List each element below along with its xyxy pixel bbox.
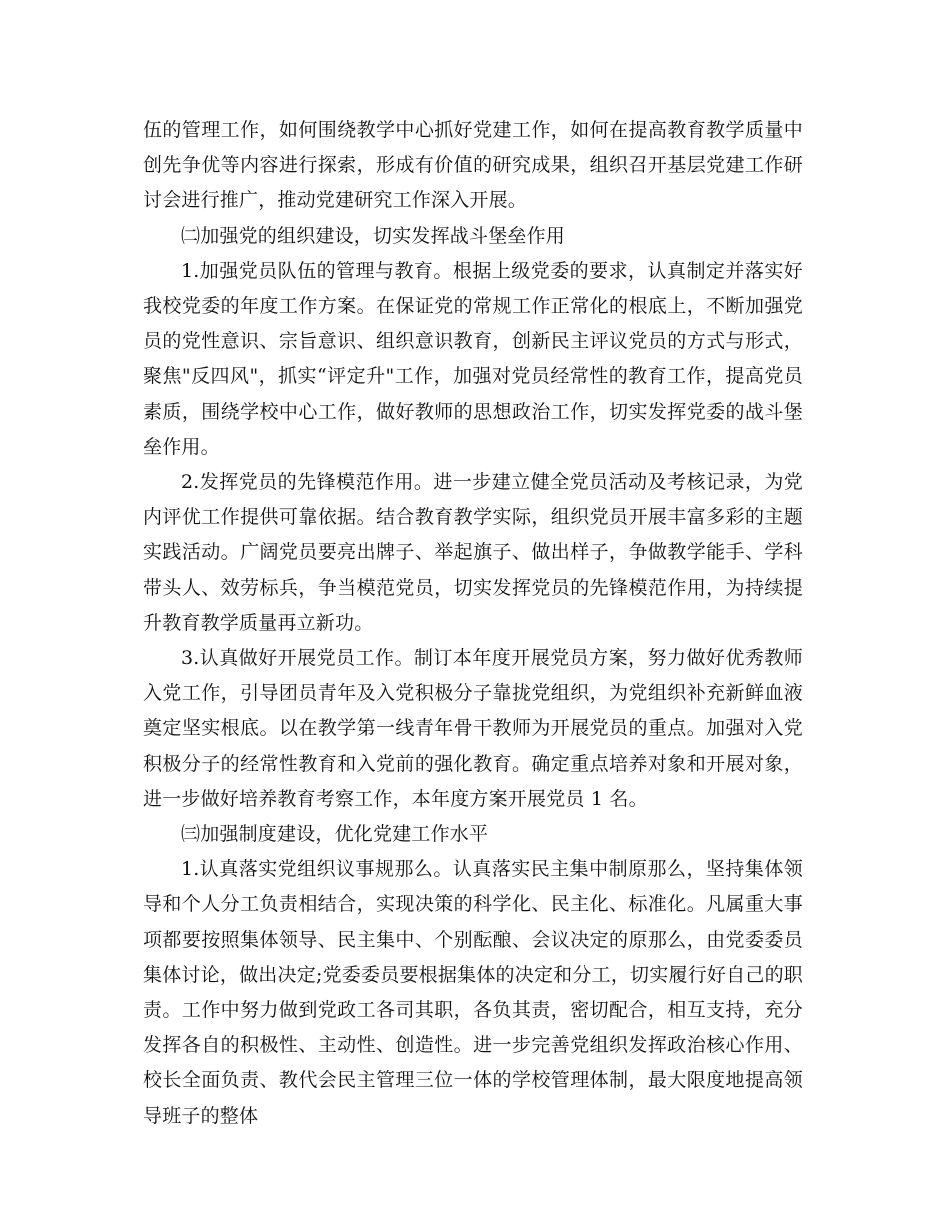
document-body: [143, 113, 803, 1134]
section-heading-organization: ㈡加强党的组织建设，切实发挥战斗堡垒作用: [181, 224, 566, 247]
section-heading-system: ㈢加强制度建设，优化党建工作水平: [181, 823, 489, 846]
paragraph-member-management: 1.加强党员队伍的管理与教育。根据上级党委的要求，认真制定并落实好我校党委的年度工作方案。在保证党的常规工作正常化的根底上，不断加强党员的党性意识、宗旨意识、组织意识教育，创新民主评议党员的方式与形式，聚焦"反四风"，抓实“评定升"工作，加强对党员经常性的教育工作，提高党员素质，围绕学校中心工作，做好教师的思想政治工作，切实发挥党委的战斗堡垒作用。: [143, 259, 803, 458]
paragraph-vanguard-role: 2.发挥党员的先锋模范作用。进一步建立健全党员活动及考核记录，为党内评优工作提供可靠依据。结合教育教学实际，组织党员开展丰富多彩的主题实践活动。广阔党员要亮出牌子、举起旗子、做出样子，争做教学能手、学科带头人、效劳标兵，争当模范党员，切实发挥党员的先锋模范作用，为持续提升教育教学质量再立新功。: [143, 471, 803, 634]
paragraph-member-recruitment: 3.认真做好开展党员工作。制订本年度开展党员方案，努力做好优秀教师入党工作，引导团员青年及入党积极分子靠拢党组织，为党组织补充新鲜血液奠定坚实根底。以在教学第一线青年骨干教师为开展党员的重点。加强对入党积极分子的经常性教育和入党前的强化教育。确定重点培养对象和开展对象，进一步做好培养教育考察工作，本年度方案开展党员 1 名。: [143, 647, 803, 810]
paragraph-rules-of-procedure: 1.认真落实党组织议事规那么。认真落实民主集中制原那么，坚持集体领导和个人分工负责相结合，实现决策的科学化、民主化、标准化。凡属重大事项都要按照集体领导、民主集中、个别酝酿、会议决定的原那么，由党委委员集体讨论，做出决定;党委委员要根据集体的决定和分工，切实履行好自己的职责。工作中努力做到党政工各司其职，各负其责，密切配合，相互支持，充分发挥各自的积极性、主动性、创造性。进一步完善党组织发挥政治核心作用、校长全面负责、教代会民主管理三位一体的学校管理体制，最大限度地提高领导班子的整体: [143, 858, 803, 1127]
paragraph-continuation: 伍的管理工作，如何围绕教学中心抓好党建工作，如何在提高教育教学质量中创先争优等内容进行探索，形成有价值的研究成果，组织召开基层党建工作研讨会进行推广，推动党建研究工作深入开展。: [143, 119, 803, 212]
